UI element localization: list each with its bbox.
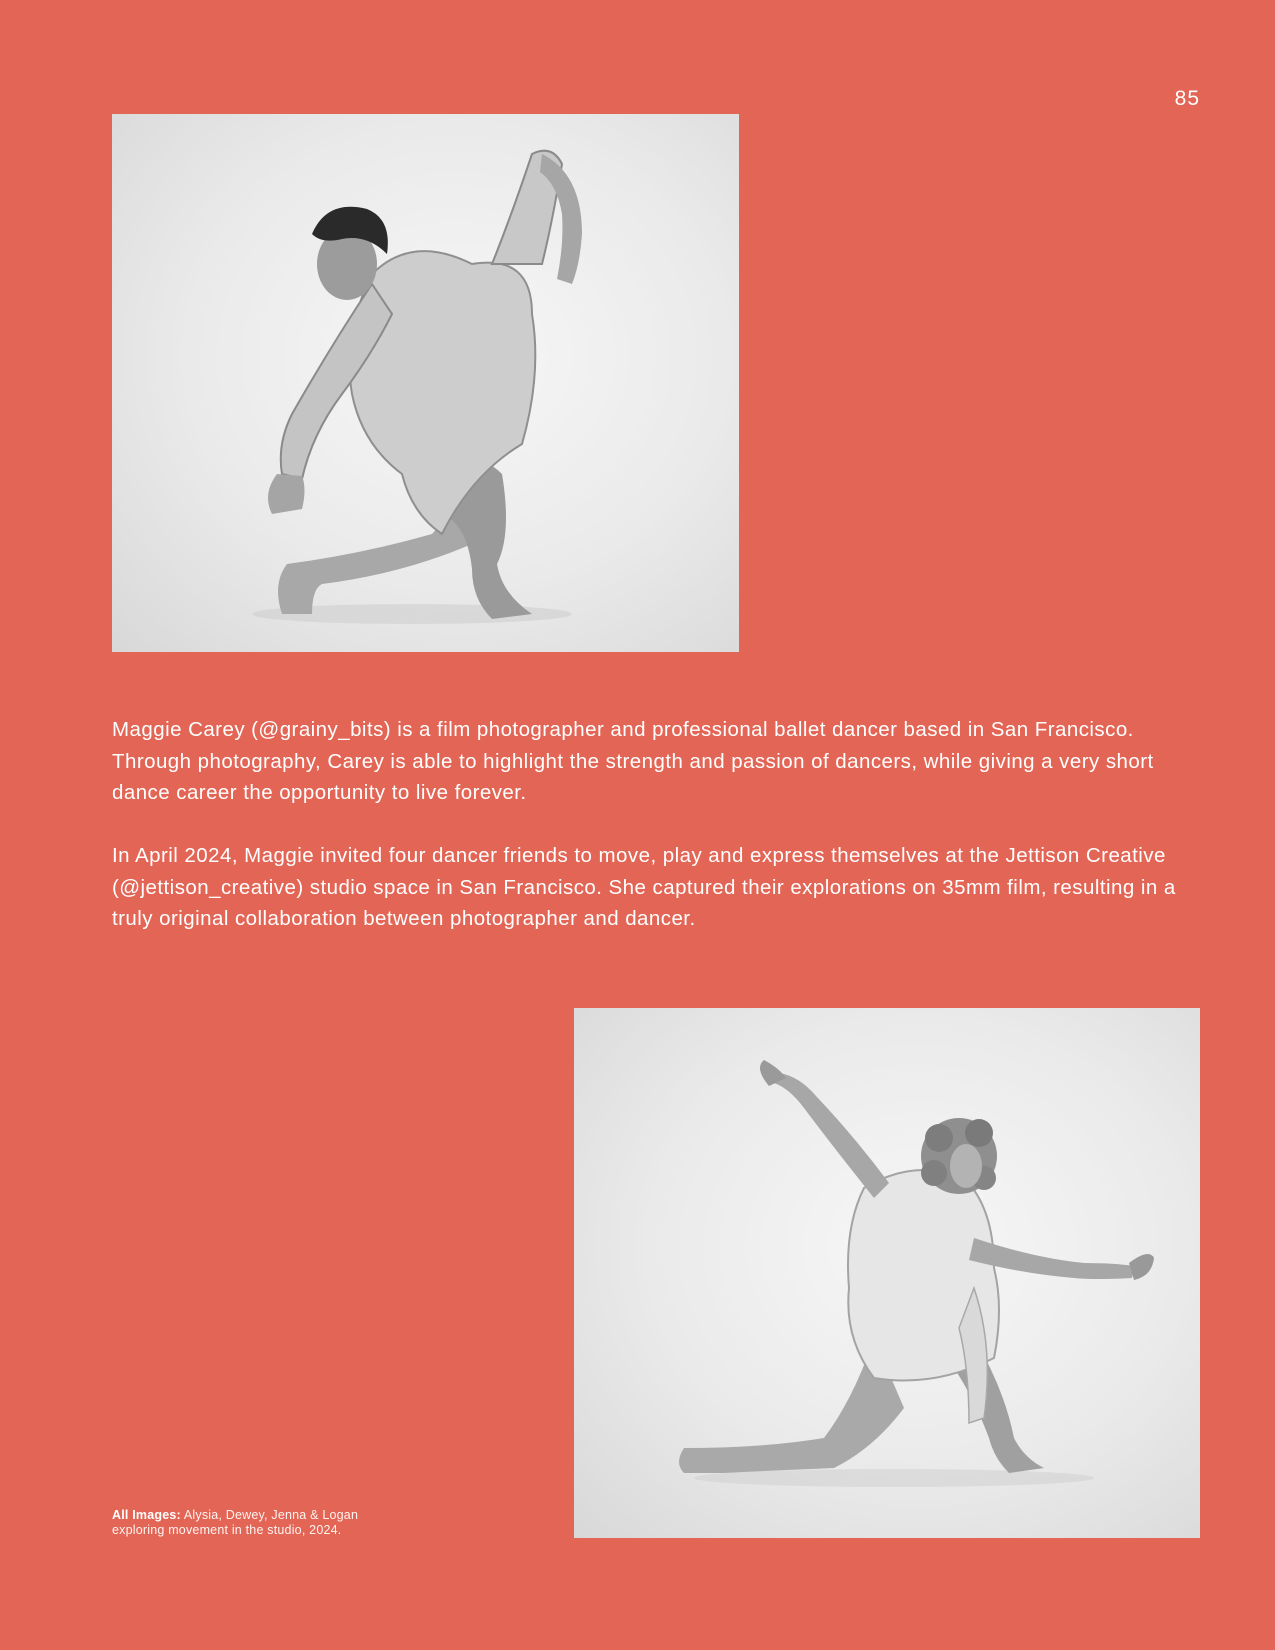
caption-label: All Images: xyxy=(112,1508,181,1522)
dancer-photo-bottom xyxy=(574,1008,1200,1538)
intro-paragraph: Maggie Carey (@grainy_bits) is a film photographer and professional ballet dancer based in San Francisco. Through photography, Carey is able to highlight the strength and passion of dancers, while giving a very short dance career the opportunity to live forever. xyxy=(112,718,1154,804)
dancer-photo-top xyxy=(112,114,739,652)
article-body xyxy=(112,714,1202,966)
photo-caption xyxy=(112,1508,412,1538)
female-dancer-figure xyxy=(574,1008,1200,1538)
session-paragraph: In April 2024, Maggie invited four dancer friends to move, play and express themselves at the Jettison Creative (@jettison_creative) studio space in San Francisco. She captured their explorations on 35mm film, resulting in a truly original collaboration between photographer and dancer. xyxy=(112,844,1176,930)
page-number: 85 xyxy=(1174,87,1200,110)
male-dancer-figure xyxy=(112,114,739,652)
caption-text: Alysia, Dewey, Jenna & Logan exploring movement in the studio, 2024. xyxy=(112,1508,359,1537)
